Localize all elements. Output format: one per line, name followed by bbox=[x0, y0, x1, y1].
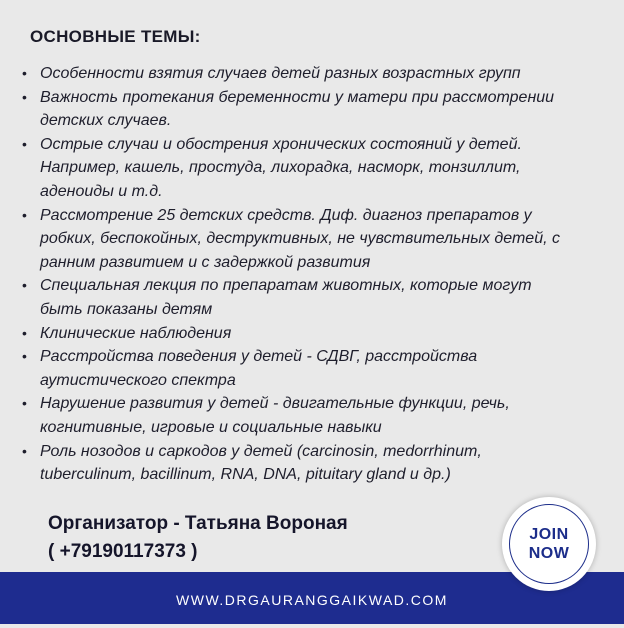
bullet-icon: • bbox=[22, 324, 27, 341]
topic-text-line: Важность протекания беременности у матери при рассмотрении bbox=[40, 88, 555, 106]
join-now-button[interactable] bbox=[502, 497, 596, 591]
topic-text-line: Особенности взятия случаев детей разных возрастных групп bbox=[40, 65, 521, 82]
topic-item bbox=[22, 440, 604, 487]
organizer-phone[interactable]: ( +79190117373 ) bbox=[48, 541, 198, 562]
topic-text-line: Специальная лекция по препаратам животных, которые могут bbox=[40, 277, 532, 295]
topic-text-line: tuberculinum, bacillinum, RNA, DNA, pituitary gland и др.) bbox=[40, 466, 451, 484]
topic-item bbox=[22, 322, 604, 346]
topic-item bbox=[22, 274, 604, 321]
topic-text-line: Острые случаи и обострения хронических состояний у детей. bbox=[40, 135, 522, 153]
topic-text-line: детских случаев. bbox=[40, 112, 172, 130]
now-label: NOW bbox=[528, 545, 570, 562]
topic-item bbox=[22, 62, 604, 86]
bullet-icon: • bbox=[22, 65, 27, 81]
bullet-icon: • bbox=[22, 395, 27, 412]
organizer-name: Организатор - Татьяна Вороная bbox=[48, 513, 348, 534]
join-now-badge[interactable] bbox=[509, 504, 589, 584]
bullet-icon: • bbox=[22, 348, 27, 365]
bullet-icon: • bbox=[22, 135, 27, 152]
topic-text-line: робких, беспокойных, деструктивных, не чувствительных детей, с bbox=[40, 230, 560, 248]
topic-item bbox=[22, 392, 604, 439]
topic-item bbox=[22, 133, 604, 204]
topic-text-line: Рассмотрение 25 детских средств. Диф. диагноз препаратов у bbox=[40, 206, 532, 224]
topic-text-line: быть показаны детям bbox=[40, 300, 213, 318]
bullet-icon: • bbox=[22, 442, 27, 459]
topic-text-line: Нарушение развития у детей - двигательные функции, речь, bbox=[40, 395, 510, 413]
topic-item bbox=[22, 204, 604, 275]
bullet-icon: • bbox=[22, 277, 27, 294]
organizer-info bbox=[48, 510, 348, 566]
website-link[interactable]: WWW.DRGAURANGGAIKWAD.COM bbox=[176, 592, 448, 608]
topic-text-line: Расстройства поведения у детей - СДВГ, расстройства bbox=[40, 348, 478, 366]
topic-text-line: ранним развитием и с задержкой развития bbox=[40, 253, 371, 271]
topics-list bbox=[22, 62, 604, 487]
topic-item bbox=[22, 86, 604, 133]
section-heading: ОСНОВНЫЕ ТЕМЫ: bbox=[30, 27, 201, 46]
topic-text-line: Например, кашель, простуда, лихорадка, насморк, тонзиллит, bbox=[40, 159, 521, 177]
bullet-icon: • bbox=[22, 206, 27, 223]
topic-text-line: Клинические наблюдения bbox=[40, 324, 232, 342]
topic-text-line: когнитивные, игровые и социальные навыки bbox=[40, 418, 382, 436]
bullet-icon: • bbox=[22, 88, 27, 105]
topic-text-line: аденоиды и т.д. bbox=[40, 182, 163, 200]
join-label: JOIN bbox=[529, 526, 569, 543]
topic-item bbox=[22, 345, 604, 392]
topic-text-line: аутистического спектра bbox=[40, 371, 236, 389]
topic-text-line: Роль нозодов и саркодов у детей (carcinosin, medorrhinum, bbox=[40, 442, 482, 460]
